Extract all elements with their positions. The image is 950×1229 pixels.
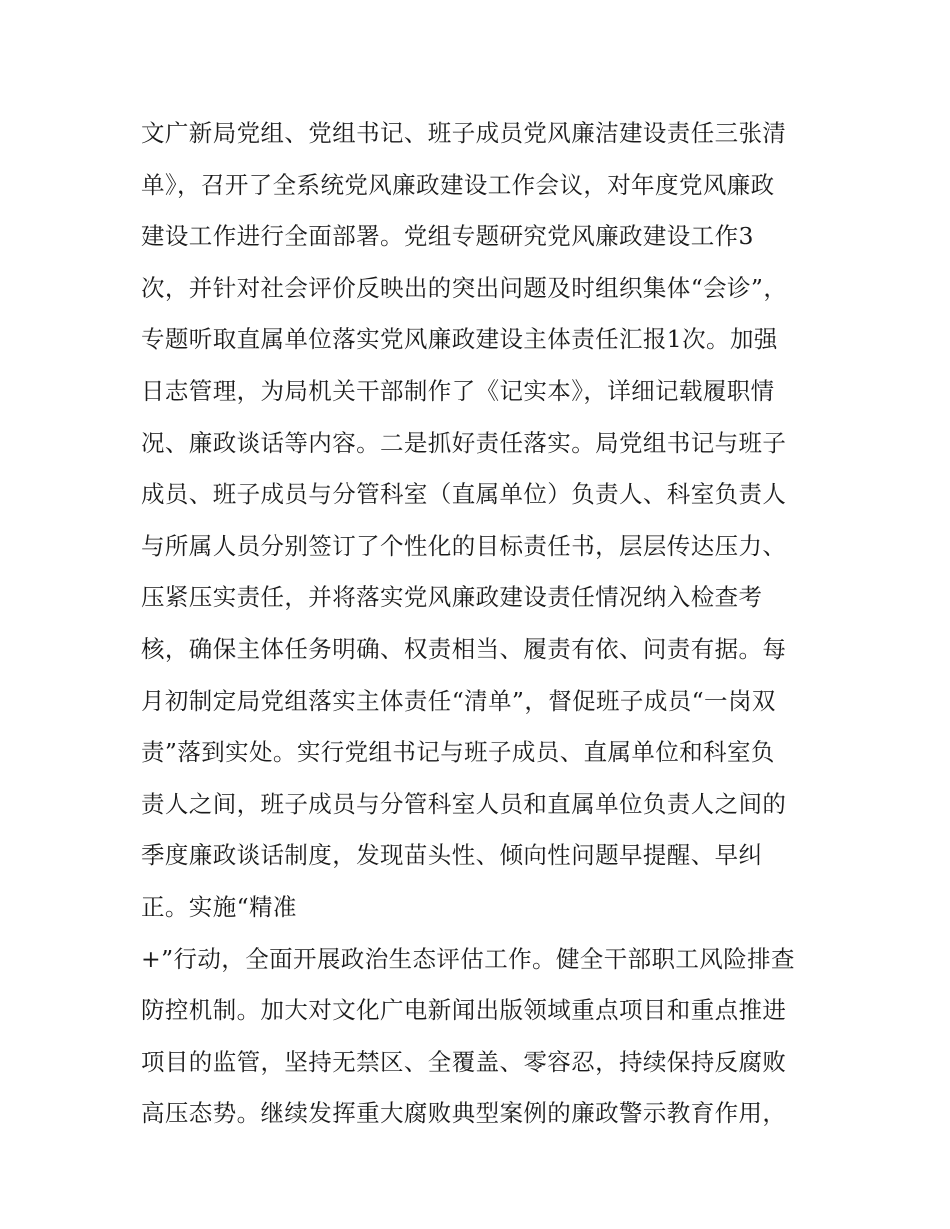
body-text [141,108,831,1140]
text-line: 责人之间，班子成员与分管科室人员和直属单位负责人之间的 [141,789,787,818]
text-line: 文广新局党组、党组书记、班子成员党风廉洁建设责任三张清 [141,119,787,147]
text-line: 建设工作进行全面部署。党组专题研究党风廉政建设工作3 [141,222,754,251]
text-line: 防控机制。加大对文化广电新闻出版领域重点项目和重点推进 [141,996,787,1025]
text-line: 正。实施“精准 [141,892,297,921]
text-line: 成员、班子成员与分管科室（直属单位）负责人、科室负责人 [141,480,787,509]
text-line: 责”落到实处。实行党组书记与班子成员、直属单位和科室负 [141,738,775,767]
text-line: 专题听取直属单位落实党风廉政建设主体责任汇报1次。加强 [141,325,778,354]
text-line: 核，确保主体任务明确、权责相当、履责有依、问责有据。每 [141,634,787,663]
text-line: 项目的监管，坚持无禁区、全覆盖、零容忍，持续保持反腐败 [141,1047,787,1076]
text-line: 季度廉政谈话制度，发现苗头性、倾向性问题早提醒、早纠 [141,841,763,870]
text-line: 压紧压实责任，并将落实党风廉政建设责任情况纳入检查考 [141,583,763,612]
text-line: +”行动，全面开展政治生态评估工作。健全干部职工风险排查 [141,944,795,973]
text-line: 与所属人员分别签订了个性化的目标责任书，层层传达压力、 [141,531,787,560]
text-line: 日志管理，为局机关干部制作了《记实本》，详细记载履职情 [141,376,775,405]
text-line: 次，并针对社会评价反映出的突出问题及时组织集体“会诊”， [141,273,788,302]
text-line: 高压态势。继续发挥重大腐败典型案例的廉政警示教育作用， [141,1099,787,1128]
text-line: 况、廉政谈话等内容。二是抓好责任落实。局党组书记与班子 [141,428,787,457]
text-line: 月初制定局党组落实主体责任“清单”，督促班子成员“一岗双 [141,686,776,715]
text-line: 单》，召开了全系统党风廉政建设工作会议，对年度党风廉政 [141,170,775,199]
